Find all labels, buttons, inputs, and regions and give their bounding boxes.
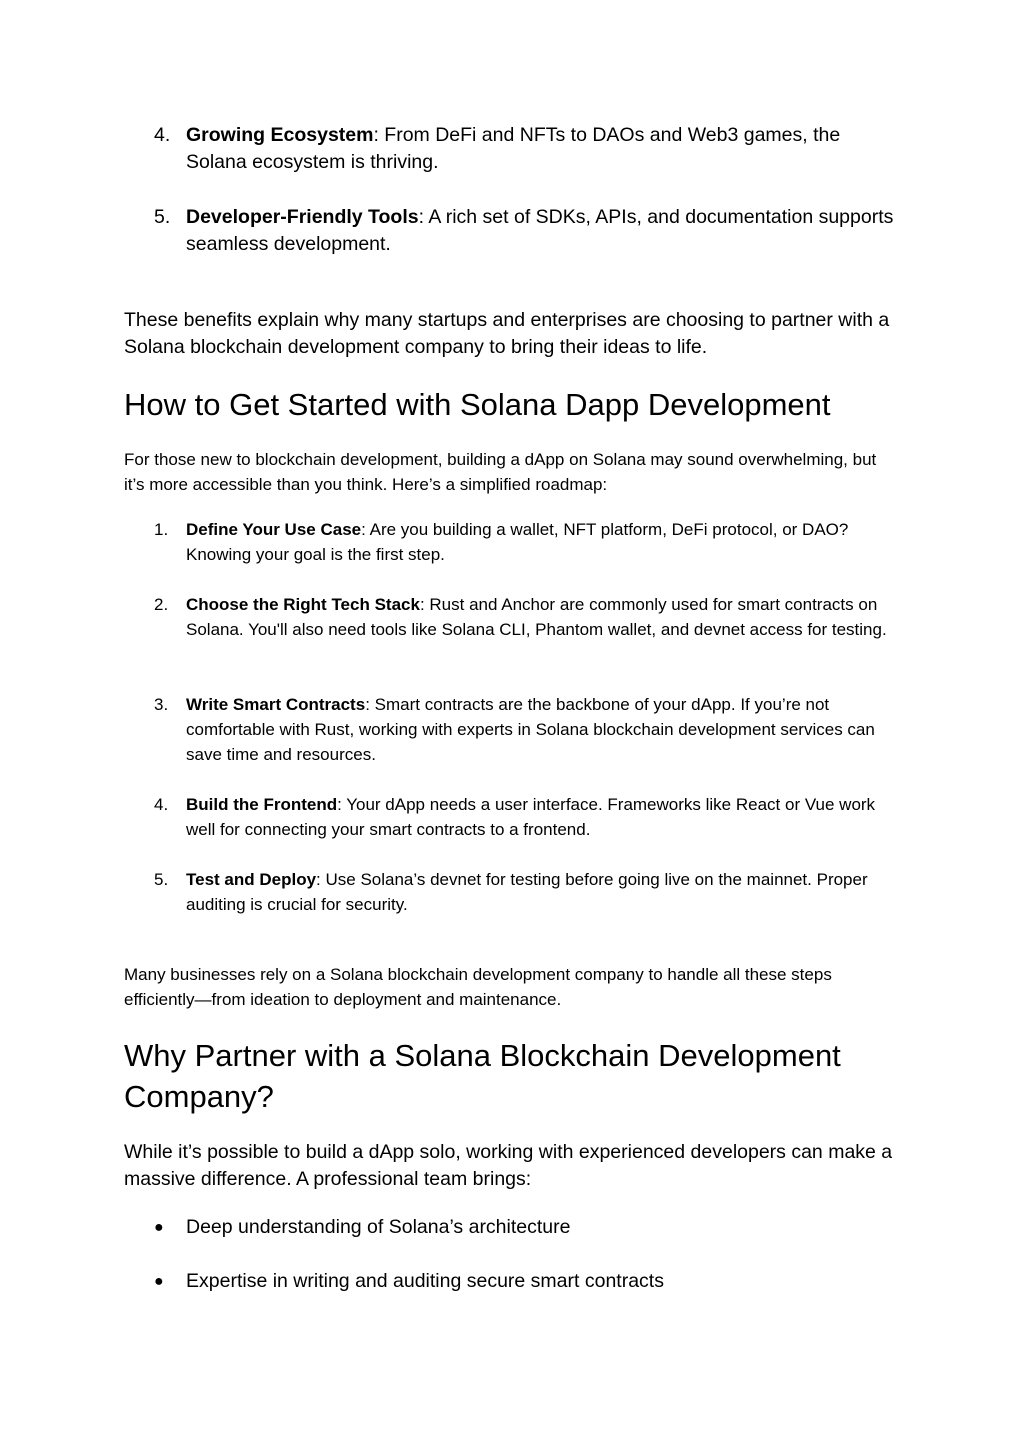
paragraph-why-partner: While it’s possible to build a dApp solo, working with experienced developers can make a massive difference. A professional team brings: xyxy=(124,1141,893,1190)
bullet-icon: ● xyxy=(154,1273,164,1290)
step-title: Choose the Right Tech Stack xyxy=(186,595,420,614)
step-title: Write Smart Contracts xyxy=(186,695,366,714)
step-text: : Your dApp needs a user interface. Frameworks like React or Vue work well for connecting your smart contracts to a frontend. xyxy=(186,795,876,839)
bullet-icon: ● xyxy=(154,1219,164,1236)
heading-why-partner: Why Partner with a Solana Blockchain Development Company? xyxy=(124,1038,841,1114)
list-number: 4. xyxy=(154,124,171,146)
step-title: Define Your Use Case xyxy=(186,520,362,539)
list-item-title: Growing Ecosystem xyxy=(186,124,374,146)
list-number: 3. xyxy=(154,695,169,714)
paragraph-intro: For those new to blockchain development, building a dApp on Solana may sound overwhelming, but it’s more accessible than you think. Here’s a simplified roadmap: xyxy=(124,450,877,494)
step-text: : Are you building a wallet, NFT platform, DeFi protocol, or DAO? Knowing your goal is the first step. xyxy=(186,520,849,564)
paragraph-benefits: These benefits explain why many startups and enterprises are choosing to partner with a Solana blockchain development company to bring their ideas to life. xyxy=(124,309,890,358)
bullet-text: Expertise in writing and auditing secure smart contracts xyxy=(186,1270,664,1292)
step-text: : Rust and Anchor are commonly used for smart contracts on Solana. You'll also need tools like Solana CLI, Phantom wallet, and devnet access for testing. xyxy=(186,595,887,639)
step-title: Build the Frontend xyxy=(186,795,338,814)
heading-get-started: How to Get Started with Solana Dapp Development xyxy=(124,387,831,422)
list-number: 1. xyxy=(154,520,169,539)
list-number: 2. xyxy=(154,595,169,614)
list-item-title: Developer-Friendly Tools xyxy=(186,206,419,228)
list-number: 5. xyxy=(154,206,171,228)
step-text: : Use Solana’s devnet for testing before going live on the mainnet. Proper auditing is crucial for security. xyxy=(186,870,868,914)
bullet-text: Deep understanding of Solana’s architecture xyxy=(186,1216,571,1238)
list-item-text: : From DeFi and NFTs to DAOs and Web3 games, the Solana ecosystem is thriving. xyxy=(186,124,841,173)
step-text: : Smart contracts are the backbone of your dApp. If you’re not comfortable with Rust, working with experts in Solana blockchain development services can save time and resources. xyxy=(186,695,875,764)
list-number: 5. xyxy=(154,870,169,889)
step-title: Test and Deploy xyxy=(186,870,317,889)
list-number: 4. xyxy=(154,795,169,814)
paragraph-businesses: Many businesses rely on a Solana blockchain development company to handle all these steps efficiently—from ideation to deployment and maintenance. xyxy=(124,965,832,1009)
list-item-text: : A rich set of SDKs, APIs, and documentation supports seamless development. xyxy=(186,206,894,255)
